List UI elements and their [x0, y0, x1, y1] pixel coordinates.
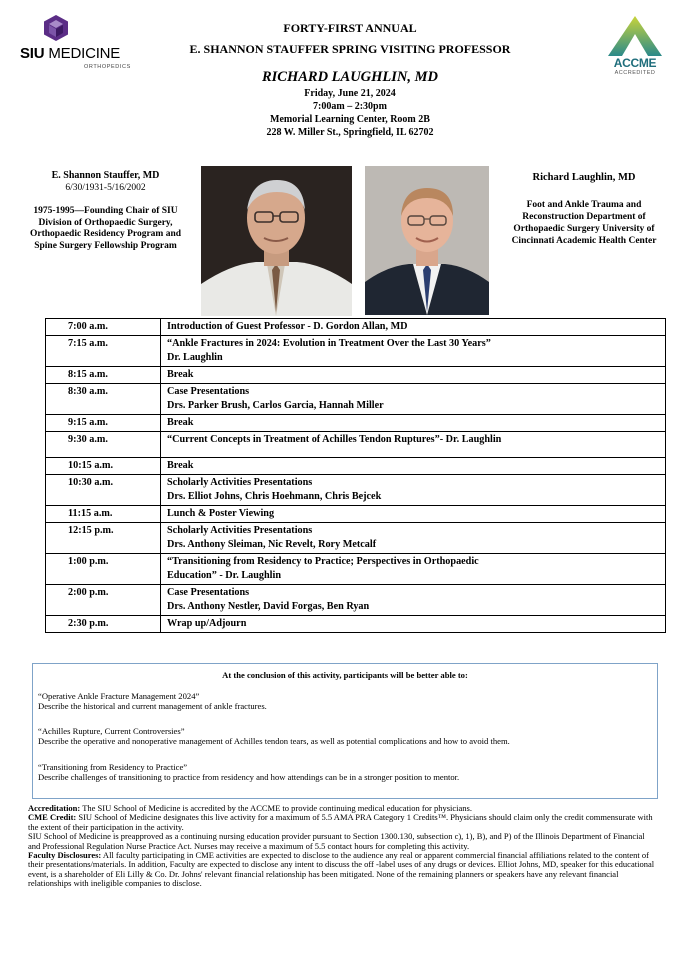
schedule-time: 10:30 a.m.	[46, 475, 161, 506]
accme-text: ACCME	[613, 56, 657, 70]
schedule-item	[161, 554, 666, 585]
schedule-row	[46, 415, 666, 432]
schedule-item-line1: Case Presentations	[167, 587, 250, 598]
schedule-item-line2: Education” - Dr. Laughlin	[167, 570, 281, 581]
cme-label: CME Credit:	[28, 812, 77, 823]
schedule-item	[161, 415, 666, 432]
cme-paragraph	[28, 813, 658, 832]
accreditation-text: The SIU School of Medicine is accredited by the ACCME to provide continuing medical education for physicians.	[80, 803, 472, 813]
schedule-time: 12:15 p.m.	[46, 523, 161, 554]
accme-logo	[606, 14, 666, 78]
accme-subtitle: ACCREDITED	[614, 70, 656, 76]
stauffer-portrait-icon	[201, 166, 352, 316]
schedule-item	[161, 319, 666, 336]
schedule-item	[161, 367, 666, 384]
objective-title: “Transitioning from Residency to Practice”	[38, 762, 188, 772]
schedule-row	[46, 585, 666, 616]
schedule-row	[46, 336, 666, 367]
event-title: E. SHANNON STAUFFER SPRING VISITING PROFESSOR	[189, 42, 511, 56]
nursing-paragraph: SIU School of Medicine is preapproved as a continuing nursing education provider pursuant to Section 1300.130, subsection c), 1), B), and P) of the Illinois Department of Financial and Professional Regulation Nurse Practice Act. Nurses may receive a maximum of 5.5 contact hours for completing this activity.	[28, 831, 645, 851]
faculty-text: All faculty participating in CME activities are expected to disclose to the audience any real or apparent commercial financial affiliations related to the content of their presentations/materials. In addition, Faculty are expected to disclose any intent to discuss the off -label uses of any drugs or devices. Elliot Johns, MD, speaker for this educational event, is a shareholder of Eli Lilly & Co. Dr. Johns' relevant financial relationship has been mitigated. None of the remaining planners or speakers have any relevant financial relationships with ineligible companies to disclose.	[28, 850, 655, 889]
siu-medicine-logo	[14, 14, 134, 70]
laughlin-name: Richard Laughlin, MD	[532, 172, 636, 183]
schedule-item-line2: Dr. Laughlin	[167, 352, 223, 363]
schedule-time: 11:15 a.m.	[46, 506, 161, 523]
schedule-item-line1: Scholarly Activities Presentations	[167, 477, 313, 488]
schedule-item	[161, 336, 666, 367]
laughlin-description: Foot and Ankle Trauma and Reconstruction Department of Orthopaedic Surgery University of Cincinnati Academic Health Center	[511, 200, 657, 246]
schedule-time: 7:15 a.m.	[46, 336, 161, 367]
siu-wordmark: SIU MEDICINE	[20, 45, 121, 62]
event-date: Friday, June 21, 2024	[304, 88, 396, 99]
schedule-item-line1: Break	[167, 369, 194, 380]
schedule-time: 1:00 p.m.	[46, 554, 161, 585]
schedule-item-line1: Lunch & Poster Viewing	[167, 508, 275, 519]
stauffer-name: E. Shannon Stauffer, MD	[51, 170, 160, 181]
accreditation-label: Accreditation:	[28, 803, 81, 813]
stauffer-photo	[201, 166, 352, 316]
schedule-item	[161, 475, 666, 506]
cme-text: SIU School of Medicine designates this live activity for a maximum of 5.5 AMA PRA Category 1 Credits™. Physicians should claim only the credit commensurate with the extent of their participation in the activity.	[28, 812, 653, 832]
schedule-time: 8:30 a.m.	[46, 384, 161, 415]
objectives-intro: At the conclusion of this activity, participants will be better able to:	[222, 670, 468, 680]
laughlin-photo	[365, 166, 489, 315]
schedule-item-line1: Introduction of Guest Professor - D. Gordon Allan, MD	[167, 321, 408, 332]
schedule-row	[46, 554, 666, 585]
schedule-row	[46, 432, 666, 458]
objective-title: “Achilles Rupture, Current Controversies”	[38, 726, 185, 736]
laughlin-portrait-icon	[365, 166, 489, 315]
schedule-item	[161, 616, 666, 633]
schedule-item-line2: Drs. Anthony Sleiman, Nic Revelt, Rory Metcalf	[167, 539, 377, 550]
event-venue: Memorial Learning Center, Room 2B	[270, 114, 430, 125]
objective-description: Describe challenges of transitioning to practice from residency and how attendings can be in a stronger position to mentor.	[38, 772, 460, 782]
schedule-item-line1: “Transitioning from Residency to Practice; Perspectives in Orthopaedic	[167, 556, 479, 567]
objective-title: “Operative Ankle Fracture Management 2024”	[38, 691, 200, 701]
schedule-item-line2: Drs. Parker Brush, Carlos Garcia, Hannah Miller	[167, 400, 384, 411]
schedule-time: 2:30 p.m.	[46, 616, 161, 633]
siu-hexagon-icon	[42, 14, 70, 42]
schedule-row	[46, 523, 666, 554]
schedule-row	[46, 458, 666, 475]
siu-subtitle: ORTHOPEDICS	[84, 64, 131, 70]
schedule-time: 9:30 a.m.	[46, 432, 161, 458]
event-edition: FORTY-FIRST ANNUAL	[283, 21, 417, 35]
schedule-item-line1: Wrap up/Adjourn	[167, 618, 247, 629]
stauffer-bio	[18, 170, 193, 252]
faculty-paragraph	[28, 851, 658, 889]
professor-name: RICHARD LAUGHLIN, MD	[261, 69, 439, 85]
schedule-row	[46, 319, 666, 336]
objective-description: Describe the historical and current management of ankle fractures.	[38, 701, 267, 711]
schedule-item-line2: Drs. Anthony Nestler, David Forgas, Ben Ryan	[167, 601, 370, 612]
schedule-row	[46, 616, 666, 633]
schedule-item-line1: Break	[167, 460, 194, 471]
schedule-item	[161, 506, 666, 523]
objective-item	[38, 726, 650, 746]
schedule-item-line1: “Ankle Fractures in 2024: Evolution in Treatment Over the Last 30 Years”	[167, 338, 491, 349]
stauffer-description: 1975-1995—Founding Chair of SIU Division of Orthopaedic Surgery, Orthopaedic Residency Program and Spine Surgery Fellowship Program	[29, 206, 182, 251]
accme-mountain-icon	[606, 14, 664, 56]
objective-description: Describe the operative and nonoperative management of Achilles tendon tears, as well as potential complications and how to avoid them.	[38, 736, 510, 746]
schedule-item	[161, 384, 666, 415]
schedule-item-line1: Case Presentations	[167, 386, 250, 397]
schedule-item	[161, 523, 666, 554]
event-address: 228 W. Miller St., Springfield, IL 62702	[266, 127, 434, 138]
schedule-item-line2: Drs. Elliot Johns, Chris Hoehmann, Chris Bejcek	[167, 491, 382, 502]
learning-objectives-box	[32, 663, 658, 799]
schedule-item	[161, 585, 666, 616]
schedule-time: 9:15 a.m.	[46, 415, 161, 432]
schedule-item	[161, 458, 666, 475]
schedule-row	[46, 506, 666, 523]
objective-item	[38, 762, 650, 782]
schedule-item	[161, 432, 666, 458]
laughlin-bio	[504, 172, 664, 247]
faculty-label: Faculty Disclosures:	[28, 850, 102, 861]
objective-item	[38, 691, 650, 711]
schedule-item-line1: Break	[167, 417, 194, 428]
schedule-row	[46, 384, 666, 415]
event-time: 7:00am – 2:30pm	[313, 101, 387, 112]
schedule-time: 7:00 a.m.	[46, 319, 161, 336]
schedule-item-line1: Scholarly Activities Presentations	[167, 525, 313, 536]
schedule-item-line1: “Current Concepts in Treatment of Achilles Tendon Ruptures”- Dr. Laughlin	[167, 434, 502, 445]
schedule-table	[45, 318, 666, 633]
stauffer-dates: 6/30/1931-5/16/2002	[65, 182, 146, 193]
schedule-time: 8:15 a.m.	[46, 367, 161, 384]
disclosures-footer	[28, 804, 658, 889]
schedule-time: 2:00 p.m.	[46, 585, 161, 616]
schedule-row	[46, 475, 666, 506]
schedule-row	[46, 367, 666, 384]
schedule-time: 10:15 a.m.	[46, 458, 161, 475]
